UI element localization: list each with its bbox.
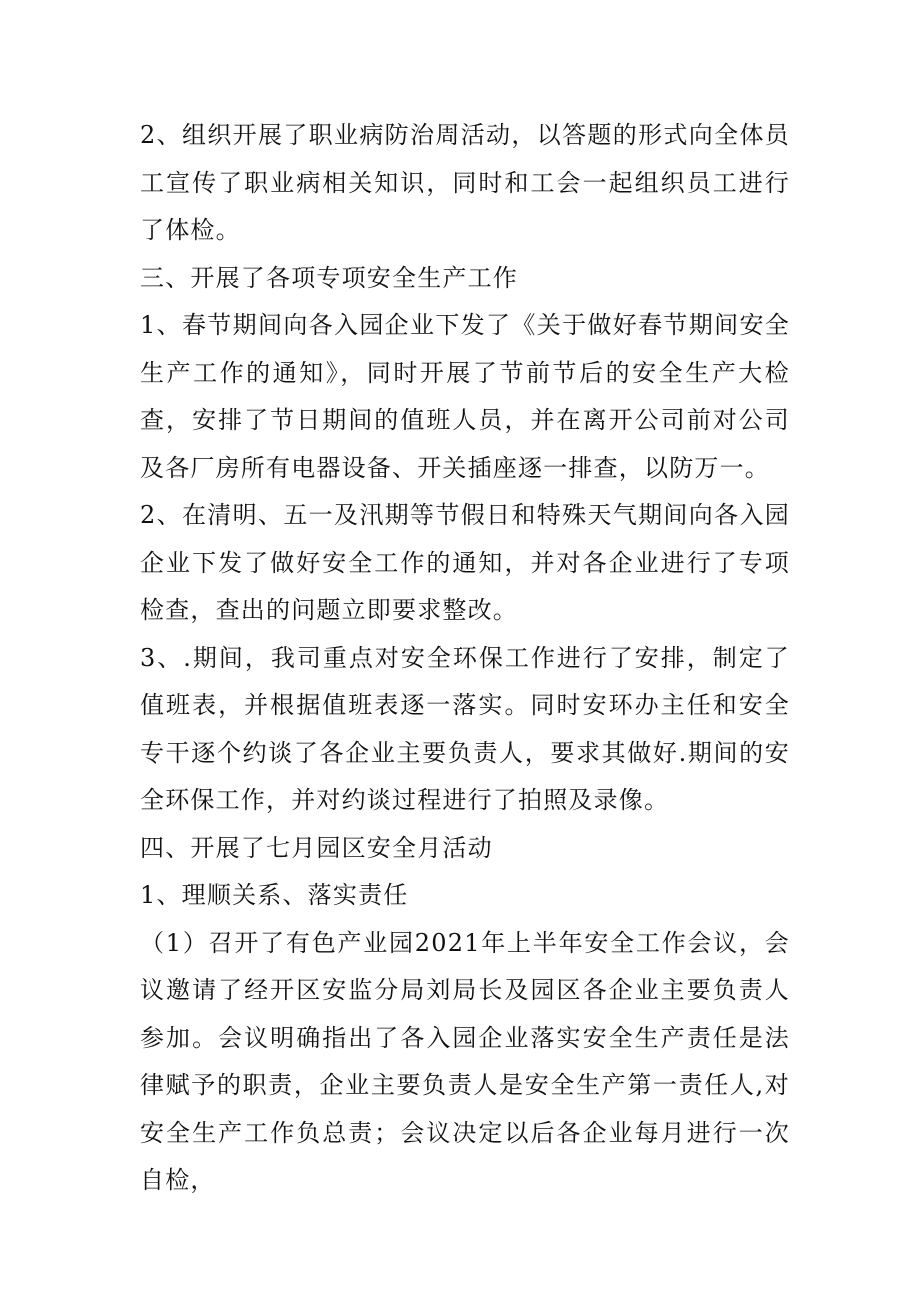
subheading-responsibilities: 1、理顺关系、落实责任 [140,881,409,909]
paragraph-safety-meeting: （1）召开了有色产业园2021年上半年安全工作会议，会议邀请了经开区安监分局刘局长及园区各企业主要负责人参加。会议明确指出了各入园企业落实安全生产责任是法律赋予的职责，企业主要负责人是安全生产第一责任人,对安全生产工作负总责；会议决定以后各企业每月进行一次自检， [140,928,790,1194]
paragraph-holiday-weather-notice: 2、在清明、五一及汛期等节假日和特殊天气期间向各入园企业下发了做好安全工作的通知，并对各企业进行了专项检查，查出的问题立即要求整改。 [140,501,790,624]
section-heading-special-safety-work: 三、开展了各项专项安全生产工作 [140,263,518,292]
document-body [140,112,790,1205]
paragraph-duty-schedule: 3、.期间，我司重点对安全环保工作进行了安排，制定了值班表，并根据值班表逐一落实。同时安环办主任和安全专干逐个约谈了各企业主要负责人，要求其做好.期间的安全环保工作，并对约谈过程进行了拍照及录像。 [140,643,790,814]
section-heading-safety-month: 四、开展了七月园区安全月活动 [140,833,493,862]
paragraph-spring-festival-notice: 1、春节期间向各入园企业下发了《关于做好春节期间安全生产工作的通知》，同时开展了节前节后的安全生产大检查，安排了节日期间的值班人员，并在离开公司前对公司及各厂房所有电器设备、开关插座逐一排查，以防万一。 [140,311,790,482]
paragraph-occupational-disease-week: 2、组织开展了职业病防治周活动，以答题的形式向全体员工宣传了职业病相关知识，同时和工会一起组织员工进行了体检。 [140,121,790,244]
